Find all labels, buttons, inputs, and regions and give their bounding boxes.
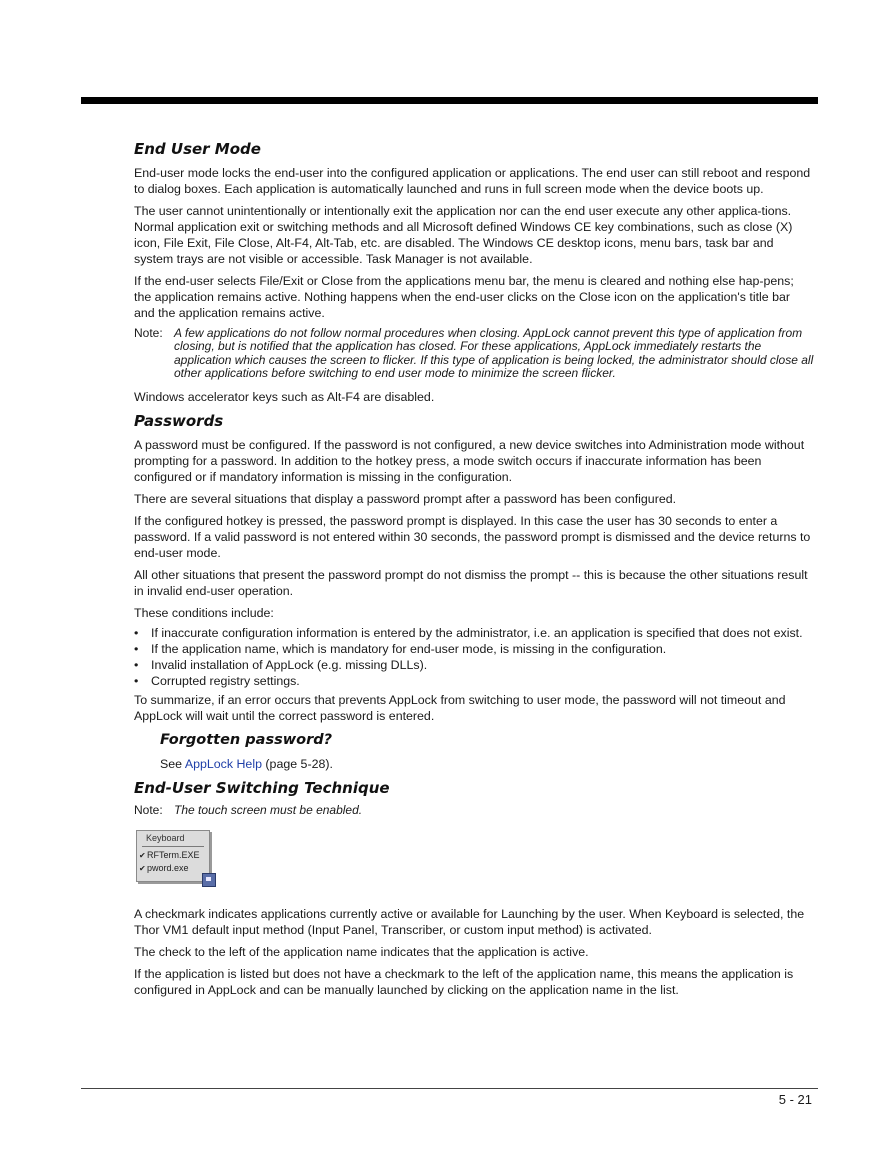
paragraph: These conditions include: — [134, 605, 274, 620]
list-item: • If inaccurate configuration information is entered by the administrator, i.e. an application is specified that does not exist. — [134, 627, 814, 641]
paragraph: There are several situations that display a password prompt after a password has been configured. — [134, 491, 677, 506]
note-label: Note: — [134, 326, 163, 340]
checkmark-icon: ✔ — [139, 850, 146, 860]
subheading-forgotten-password: Forgotten password? — [160, 732, 333, 749]
paragraph: All other situations that present the password prompt do not dismiss the prompt -- this is because the other situations result in invalid end-user operation. — [134, 567, 808, 598]
list-item: • If the application name, which is mandatory for end-user mode, is missing in the configuration. — [134, 643, 814, 657]
paragraph: A password must be configured. If the password is not configured, a new device switches into Administration mode without prompting for a password. In addition to the hotkey press, a mode switch occurs if inaccurate information has been configured or if mandatory information is missing in the configuration. — [134, 437, 805, 484]
paragraph: End-user mode locks the end-user into the configured application or applications. The end user can still reboot and respond to dialog boxes. Each application is automatically launched and runs in full screen mode when the device boots up. — [134, 166, 811, 196]
section-heading-passwords: Passwords — [134, 411, 224, 430]
note — [134, 804, 814, 817]
header-rule — [81, 97, 818, 104]
menu-item-label: RFTerm.EXE — [147, 849, 200, 860]
menu-item-label: pword.exe — [147, 862, 189, 873]
keyboard-popup-menu — [136, 830, 210, 882]
note-text: The touch screen must be enabled. — [174, 803, 363, 818]
see-reference — [160, 756, 814, 772]
footer-rule — [81, 1088, 818, 1089]
list-item: • Invalid installation of AppLock (e.g. missing DLLs). — [134, 659, 814, 673]
menu-divider — [142, 846, 204, 847]
menu-item-pword[interactable] — [137, 862, 209, 875]
paragraph: The user cannot unintentionally or intentionally exit the application nor can the end user execute any other applica-tions. Normal application exit or switching methods and all Microsoft defined Windows CE key combinations, such as close (X) icon, File Exit, File Close, Alt-F4, Alt-Tab, etc. are disabled. The Windows CE desktop icons, menu bars, task bar and system trays are not visible or accessible. Task Manager is not available. — [134, 204, 793, 266]
page-reference: (page 5-28). — [265, 757, 333, 772]
menu-item-rfterm[interactable] — [137, 849, 209, 862]
paragraph: Windows accelerator keys such as Alt-F4 are disabled. — [134, 389, 435, 404]
section-heading-switching: End-User Switching Technique — [134, 779, 390, 798]
keyboard-menu-screenshot — [136, 830, 214, 886]
note-label: Note: — [134, 803, 163, 818]
page-content — [134, 139, 814, 1004]
paragraph: The check to the left of the application name indicates that the application is active. — [134, 944, 589, 959]
section-heading-end-user-mode: End User Mode — [134, 140, 261, 158]
note — [134, 327, 814, 381]
list-item: • Corrupted registry settings. — [134, 675, 814, 689]
paragraph: If the end-user selects File/Exit or Close from the applications menu bar, the menu is cleared and nothing else hap-pens; the application remains active. Nothing happens when the end-user clicks on the Close icon on the application's title bar and the application remains active. — [134, 274, 794, 320]
paragraph: If the application is listed but does not have a checkmark to the left of the application name, this means the application is configured in AppLock and can be manually launched by clicking on the application name in the list. — [134, 966, 794, 997]
paragraph: A checkmark indicates applications currently active or available for Launching by the user. When Keyboard is selected, the Thor VM1 default input method (Input Panel, Transcriber, or custom input method) is activated. — [134, 906, 805, 937]
page-number: 5 - 21 — [778, 1092, 812, 1107]
applock-help-link[interactable]: AppLock Help — [184, 757, 262, 772]
checkmark-icon: ✔ — [139, 863, 146, 873]
see-text: See — [160, 757, 183, 772]
note-text: A few applications do not follow normal procedures when closing. AppLock cannot prevent this type of application from closing, but is notified that the application has closed. For these applications, AppLock immediately restarts the application which causes the screen to flicker. If this type of application is being locked, the administrator should close all other applications before switching to end user mode to minimize the screen flicker. — [174, 326, 814, 381]
conditions-list — [134, 627, 814, 689]
menu-item-keyboard[interactable]: Keyboard — [146, 832, 185, 843]
paragraph: To summarize, if an error occurs that prevents AppLock from switching to user mode, the password will not timeout and AppLock will wait until the correct password is entered. — [134, 693, 786, 724]
paragraph: If the configured hotkey is pressed, the password prompt is displayed. In this case the user has 30 seconds to enter a password. If a valid password is not entered within 30 seconds, the password prompt is dismissed and the device returns to end-user mode. — [134, 513, 811, 560]
applock-tray-icon[interactable] — [202, 873, 216, 887]
